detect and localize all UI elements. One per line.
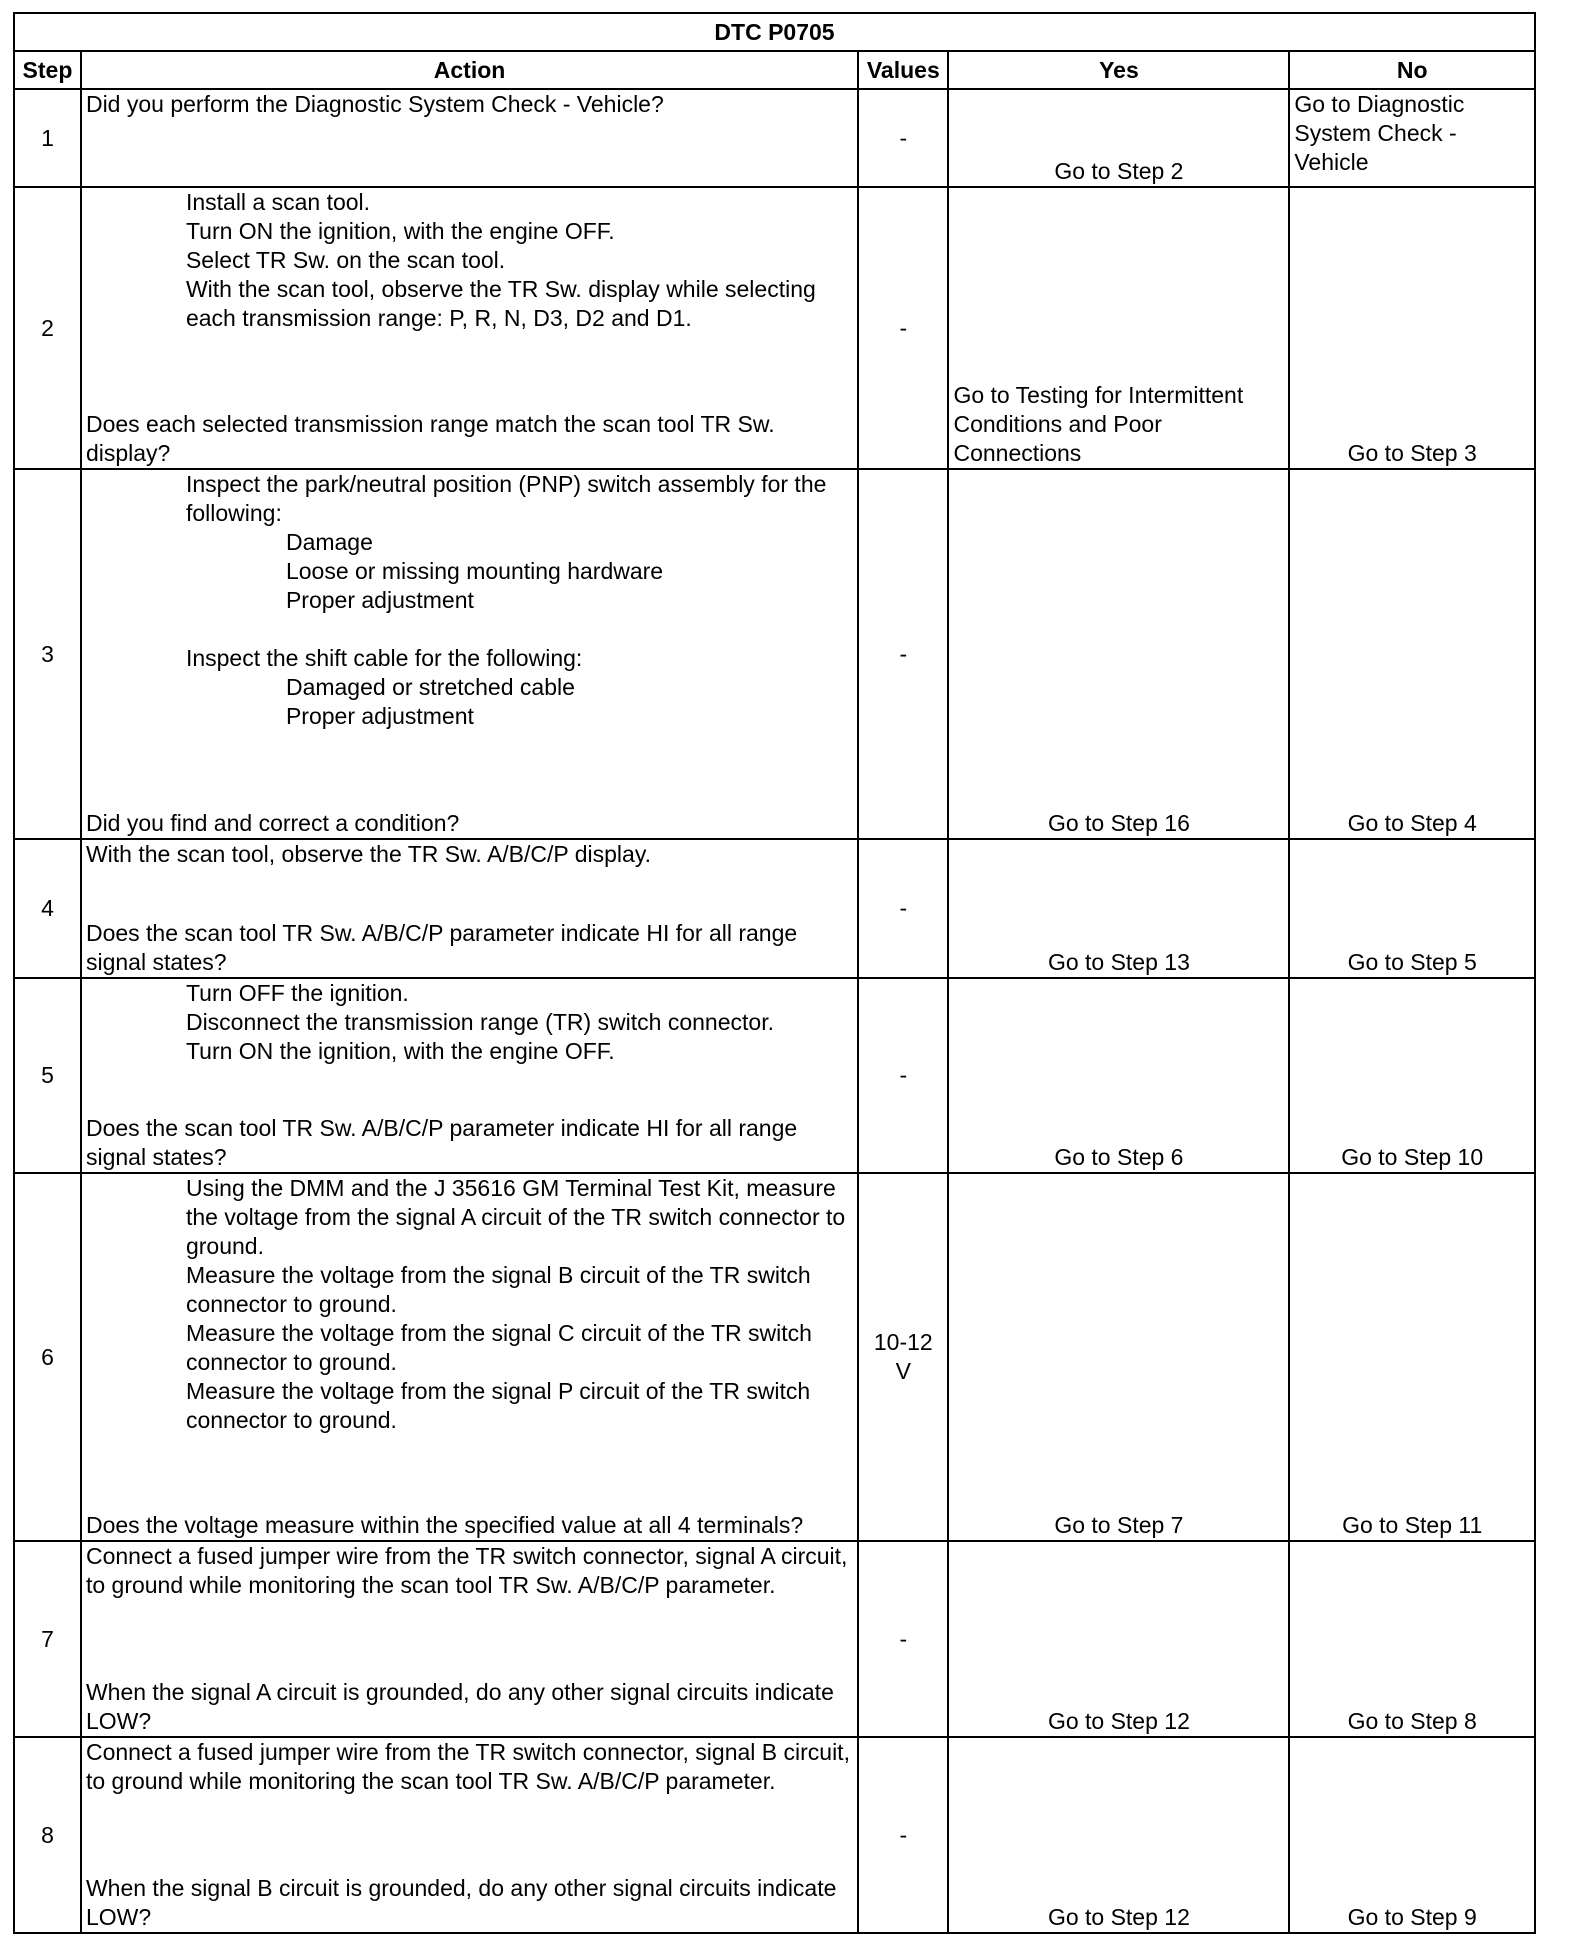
value-cell: - xyxy=(858,89,948,187)
yes-cell: Go to Step 12 xyxy=(948,1541,1289,1737)
yes-cell: Go to Testing for Intermittent Conditions and Poor Connections xyxy=(948,187,1289,469)
no-cell: Go to Diagnostic System Check - Vehicle xyxy=(1289,89,1535,187)
yes-cell: Go to Step 13 xyxy=(948,839,1289,978)
action-cell xyxy=(81,469,858,839)
action-cell xyxy=(81,978,858,1173)
table-row xyxy=(14,89,1535,187)
value-cell: 10-12 V xyxy=(858,1173,948,1541)
yes-cell: Go to Step 7 xyxy=(948,1173,1289,1541)
title-row xyxy=(14,13,1535,51)
instruction: Turn OFF the ignition. xyxy=(185,980,409,1006)
yes-cell: Go to Step 16 xyxy=(948,469,1289,839)
instruction: Connect a fused jumper wire from the TR switch connector, signal A circuit, to ground while monitoring the scan tool TR Sw. A/B/C/P parameter. xyxy=(85,1543,848,1598)
step-number: 5 xyxy=(14,978,81,1173)
action-question: When the signal B circuit is grounded, do any other signal circuits indicate LOW? xyxy=(85,1875,837,1930)
action-question: Does each selected transmission range match the scan tool TR Sw. display? xyxy=(85,411,775,466)
instruction: Measure the voltage from the signal P circuit of the TR switch connector to ground. xyxy=(185,1378,811,1433)
step-number: 8 xyxy=(14,1737,81,1933)
instruction: Measure the voltage from the signal C circuit of the TR switch connector to ground. xyxy=(185,1320,812,1375)
value-cell: - xyxy=(858,187,948,469)
action-question: Did you find and correct a condition? xyxy=(85,810,460,836)
table-row xyxy=(14,187,1535,469)
action-cell xyxy=(81,839,858,978)
header-action: Action xyxy=(81,51,858,89)
dtc-table xyxy=(13,12,1536,1934)
no-cell: Go to Step 4 xyxy=(1289,469,1535,839)
instruction: Turn ON the ignition, with the engine OFF. xyxy=(185,218,615,244)
header-values: Values xyxy=(858,51,948,89)
table-row xyxy=(14,469,1535,839)
instruction: Inspect the shift cable for the following: xyxy=(185,645,583,671)
no-cell: Go to Step 10 xyxy=(1289,978,1535,1173)
header-no: No xyxy=(1289,51,1535,89)
instruction: With the scan tool, observe the TR Sw. display while selecting each transmission range: P, R, N, D3, D2 and D1. xyxy=(185,276,816,331)
step-number: 3 xyxy=(14,469,81,839)
instruction: Measure the voltage from the signal B circuit of the TR switch connector to ground. xyxy=(185,1262,811,1317)
instruction: Disconnect the transmission range (TR) switch connector. xyxy=(185,1009,774,1035)
value-cell: - xyxy=(858,469,948,839)
instruction: Connect a fused jumper wire from the TR switch connector, signal B circuit, to ground while monitoring the scan tool TR Sw. A/B/C/P parameter. xyxy=(85,1739,850,1794)
table-row xyxy=(14,1173,1535,1541)
step-number: 6 xyxy=(14,1173,81,1541)
value-cell: - xyxy=(858,978,948,1173)
instruction: Damaged or stretched cable xyxy=(285,674,575,700)
action-cell xyxy=(81,1737,858,1933)
no-cell: Go to Step 5 xyxy=(1289,839,1535,978)
instruction: Inspect the park/neutral position (PNP) switch assembly for the following: xyxy=(185,471,827,526)
instruction: Turn ON the ignition, with the engine OFF. xyxy=(185,1038,615,1064)
action-question: Did you perform the Diagnostic System Check - Vehicle? xyxy=(85,91,664,117)
instruction: Loose or missing mounting hardware xyxy=(285,558,664,584)
table-row xyxy=(14,978,1535,1173)
yes-cell: Go to Step 6 xyxy=(948,978,1289,1173)
no-cell: Go to Step 11 xyxy=(1289,1173,1535,1541)
action-cell xyxy=(81,1173,858,1541)
value-cell: - xyxy=(858,1541,948,1737)
instruction: Proper adjustment xyxy=(285,587,474,613)
instruction: Damage xyxy=(285,529,373,555)
no-cell: Go to Step 3 xyxy=(1289,187,1535,469)
value-cell: - xyxy=(858,1737,948,1933)
action-question: When the signal A circuit is grounded, do any other signal circuits indicate LOW? xyxy=(85,1679,834,1734)
table-row xyxy=(14,1737,1535,1933)
value-cell: - xyxy=(858,839,948,978)
instruction: Proper adjustment xyxy=(285,703,474,729)
table-row xyxy=(14,1541,1535,1737)
step-number: 1 xyxy=(14,89,81,187)
table-title: DTC P0705 xyxy=(14,13,1535,51)
instruction: Select TR Sw. on the scan tool. xyxy=(185,247,506,273)
step-number: 7 xyxy=(14,1541,81,1737)
instruction: With the scan tool, observe the TR Sw. A/B/C/P display. xyxy=(85,841,652,867)
instruction: Install a scan tool. xyxy=(185,189,371,215)
action-cell xyxy=(81,187,858,469)
no-cell: Go to Step 9 xyxy=(1289,1737,1535,1933)
action-cell xyxy=(81,89,858,187)
action-question: Does the scan tool TR Sw. A/B/C/P parameter indicate HI for all range signal states? xyxy=(85,920,798,975)
step-number: 2 xyxy=(14,187,81,469)
action-question: Does the voltage measure within the specified value at all 4 terminals? xyxy=(85,1512,804,1538)
step-number: 4 xyxy=(14,839,81,978)
header-yes: Yes xyxy=(948,51,1289,89)
action-question: Does the scan tool TR Sw. A/B/C/P parameter indicate HI for all range signal states? xyxy=(85,1115,798,1170)
yes-cell: Go to Step 2 xyxy=(948,89,1289,187)
instruction: Using the DMM and the J 35616 GM Terminal Test Kit, measure the voltage from the signal A circuit of the TR switch connector to ground. xyxy=(185,1175,846,1259)
no-cell: Go to Step 8 xyxy=(1289,1541,1535,1737)
header-row xyxy=(14,51,1535,89)
yes-cell: Go to Step 12 xyxy=(948,1737,1289,1933)
action-cell xyxy=(81,1541,858,1737)
table-row xyxy=(14,839,1535,978)
header-step: Step xyxy=(14,51,81,89)
